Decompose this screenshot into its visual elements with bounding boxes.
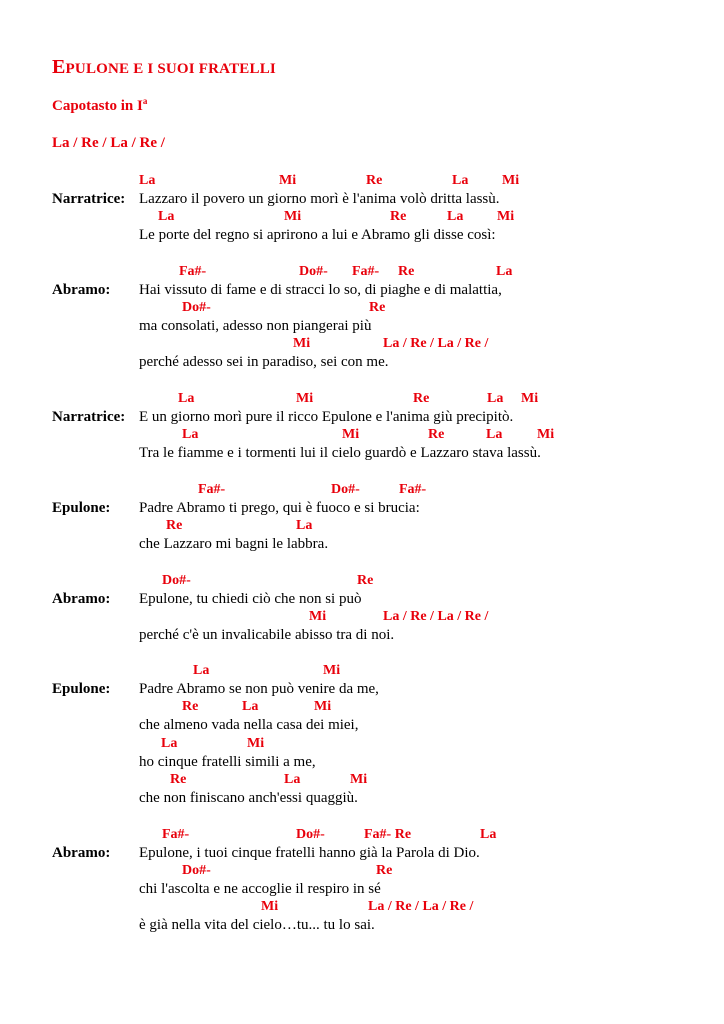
chord: La [496, 264, 513, 279]
capo-text: Capotasto in I [52, 98, 143, 114]
lyric-line: Tra le fiamme e i tormenti lui il cielo guardò e Lazzaro stava lassù. [139, 445, 541, 461]
chord: Mi [261, 899, 279, 914]
chord: Fa#- [198, 482, 226, 497]
intro-chords: La / Re / La / Re / [52, 135, 165, 151]
title-initial: E [52, 56, 66, 78]
chord: Mi [314, 699, 332, 714]
chord: Re [398, 264, 415, 279]
speaker-label: Epulone: [52, 500, 111, 516]
lyric-line: Padre Abramo ti prego, qui è fuoco e si brucia: [139, 500, 420, 516]
chord: Fa#- Re [364, 827, 412, 842]
lyric-line: chi l'ascolta e ne accoglie il respiro in sé [139, 881, 381, 897]
lyric-line: perché c'è un invalicabile abisso tra di noi. [139, 627, 395, 643]
chord: Re [366, 173, 383, 188]
lyric-line: ho cinque fratelli simili a me, [139, 754, 316, 770]
chord: Re [182, 699, 199, 714]
speaker-label: Narratrice: [52, 409, 126, 425]
chord: La [242, 699, 259, 714]
lyric-line: Hai vissuto di fame e di stracci lo so, di piaghe e di malattia, [139, 282, 502, 298]
chord: Mi [323, 663, 341, 678]
chord: La [139, 173, 156, 188]
chord: Re [170, 772, 187, 787]
chord: La [158, 209, 175, 224]
chord: La / Re / La / Re / [383, 609, 489, 624]
chord: Do#- [162, 573, 191, 588]
lyric-line: che almeno vada nella casa dei miei, [139, 717, 359, 733]
chord: Do#- [182, 300, 211, 315]
chord: La / Re / La / Re / [383, 336, 489, 351]
capo-sup: a [142, 96, 148, 106]
lyric-line: Epulone, i tuoi cinque fratelli hanno già la Parola di Dio. [139, 845, 480, 861]
chord: La [452, 173, 469, 188]
lyric-line: perché adesso sei in paradiso, sei con me. [139, 354, 389, 370]
chord: La [284, 772, 301, 787]
chord: Re [376, 863, 393, 878]
chord: La [447, 209, 464, 224]
chord: La [182, 427, 199, 442]
chord: Mi [309, 609, 327, 624]
chord: Fa#- [162, 827, 190, 842]
chord: Mi [521, 391, 539, 406]
chord: La [480, 827, 497, 842]
chord: Re [390, 209, 407, 224]
lyric-line: che Lazzaro mi bagni le labbra. [139, 536, 329, 552]
speaker-label: Epulone: [52, 681, 111, 697]
chord: Re [166, 518, 183, 533]
chord: Re [357, 573, 374, 588]
lyric-line: che non finiscano anch'essi quaggiù. [139, 790, 358, 806]
chord: Re [369, 300, 386, 315]
chord: Re [413, 391, 430, 406]
chord: Fa#- [399, 482, 427, 497]
chord: La [487, 391, 504, 406]
chord: Fa#- [352, 264, 380, 279]
chord: Fa#- [179, 264, 207, 279]
chord: La [178, 391, 195, 406]
chord: Mi [342, 427, 360, 442]
song-title [52, 56, 276, 79]
chord: La [193, 663, 210, 678]
lyric-line: Lazzaro il povero un giorno morì è l'anima volò dritta lassù. [139, 191, 500, 207]
lyric-line: è già nella vita del cielo…tu... tu lo sai. [139, 917, 375, 933]
chord: Mi [350, 772, 368, 787]
speaker-label: Abramo: [52, 282, 111, 298]
chord: Mi [296, 391, 314, 406]
lyric-line: E un giorno morì pure il ricco Epulone e l'anima giù precipitò. [139, 409, 514, 425]
chord: Mi [284, 209, 302, 224]
chord: Re [428, 427, 445, 442]
lyric-line: Epulone, tu chiedi ciò che non si può [139, 591, 362, 607]
chord: Mi [502, 173, 520, 188]
chord: Mi [537, 427, 555, 442]
speaker-label: Abramo: [52, 845, 111, 861]
chord: Do#- [331, 482, 360, 497]
chord: Do#- [182, 863, 211, 878]
capo-label [52, 96, 147, 115]
chord: La [296, 518, 313, 533]
chord: La [161, 736, 178, 751]
speaker-label: Narratrice: [52, 191, 126, 207]
chord: Mi [247, 736, 265, 751]
chord: Do#- [296, 827, 325, 842]
lyric-line: Le porte del regno si aprirono a lui e Abramo gli disse così: [139, 227, 496, 243]
chord: La [486, 427, 503, 442]
chord: Mi [279, 173, 297, 188]
lyric-line: ma consolati, adesso non piangerai più [139, 318, 372, 334]
chord: Do#- [299, 264, 328, 279]
lyric-line: Padre Abramo se non può venire da me, [139, 681, 379, 697]
chord: Mi [293, 336, 311, 351]
title-rest: PULONE E I SUOI FRATELLI [65, 61, 276, 77]
speaker-label: Abramo: [52, 591, 111, 607]
chord: La / Re / La / Re / [368, 899, 474, 914]
chord: Mi [497, 209, 515, 224]
